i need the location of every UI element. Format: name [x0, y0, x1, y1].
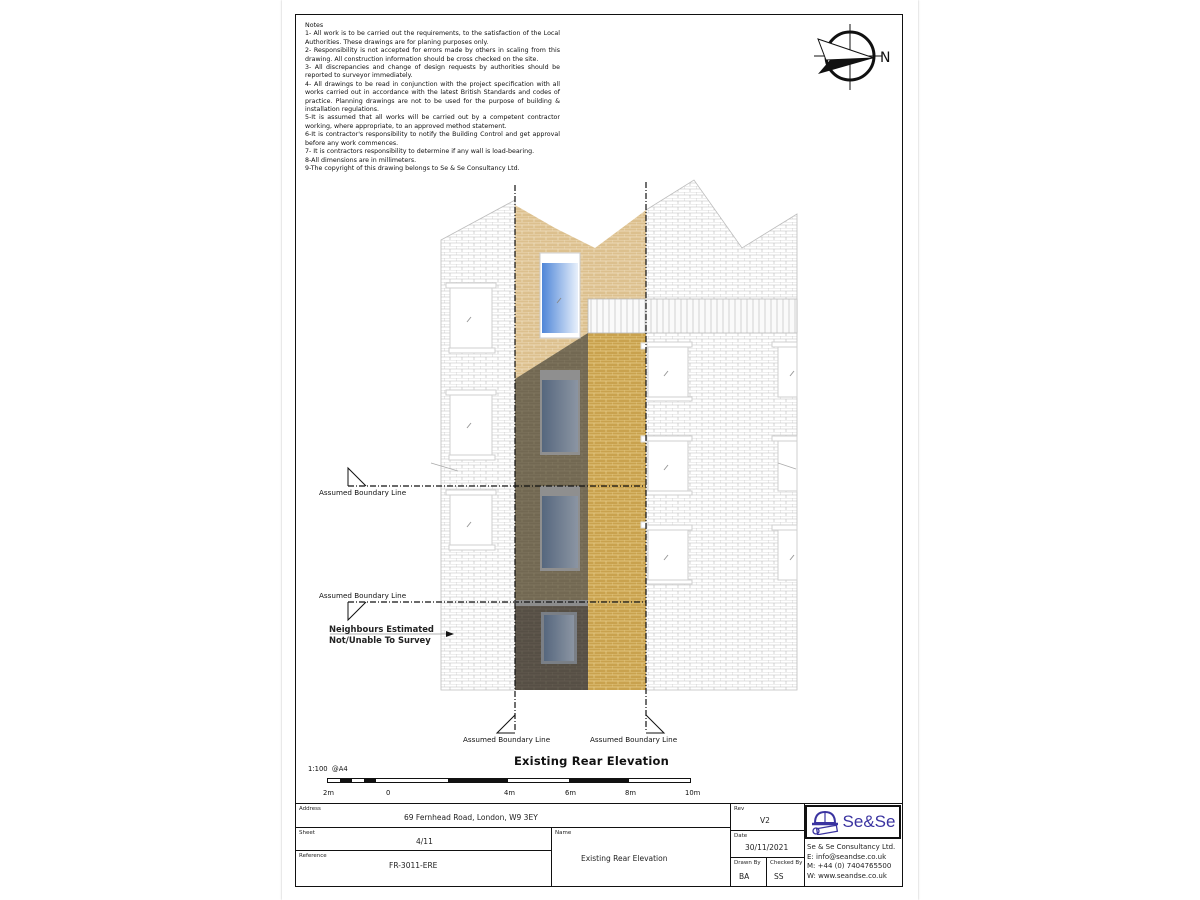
note-item: 2- Responsibility is not accepted for errors made by others in scaling from this drawing. All construction information should be cross checked on the site. [305, 47, 560, 63]
checked-by-caption: Checked By [770, 860, 803, 866]
note-item: 5-It is assumed that all works will be carried out by a competent contractor working, where appropriate, to an approved method statement. [305, 114, 560, 130]
company-contact [807, 843, 895, 881]
date-value: 30/11/2021 [745, 843, 789, 852]
rev-cell [730, 803, 805, 831]
note-item: 4- All drawings to be read in conjunction with the project specification with all works carried out in accordance with the latest British Standards and codes of practice. Planning drawings are not to be used for the purpose of building & installation regulations. [305, 80, 560, 114]
drawing-name-value: Existing Rear Elevation [581, 854, 668, 863]
rev-caption: Rev [734, 806, 745, 812]
drawn-by-cell [730, 857, 767, 887]
note-item: 9-The copyright of this drawing belongs to Se & Se Consultancy Ltd. [305, 164, 520, 172]
reference-caption: Reference [299, 853, 327, 859]
note-item: 8-All dimensions are in millimeters. [305, 156, 417, 164]
sheet-caption: Sheet [299, 830, 315, 836]
drawn-by-value: BA [739, 872, 750, 881]
scale-tick: 10m [685, 789, 701, 797]
scale-paper-value: @A4 [331, 765, 348, 773]
reference-value: FR-3011-ERE [389, 861, 438, 870]
scale-bar [327, 778, 691, 783]
company-email: E: info@seandse.co.uk [807, 852, 887, 861]
note-item: 3- All discrepancies and change of design requests by authorities should be reported to surveyor immediately. [305, 64, 560, 80]
boundary-label-bottom-right: Assumed Boundary Line [590, 735, 678, 744]
scale-ratio-value: 1:100 [308, 765, 328, 773]
company-logo [805, 805, 901, 839]
scale-tick: 4m [504, 789, 515, 797]
sheet-value: 4/11 [416, 837, 433, 846]
address-caption: Address [299, 806, 321, 812]
date-caption: Date [734, 833, 748, 839]
checked-by-value: SS [774, 872, 784, 881]
scale-tick: 0 [386, 789, 391, 797]
logo-text: Se&Se [842, 812, 896, 831]
svg-text:N: N [880, 50, 891, 66]
neighbours-note-line1: Neighbours Estimated [329, 624, 434, 634]
boundary-label-upper-left: Assumed Boundary Line [319, 488, 407, 497]
scale-ratio [308, 765, 348, 773]
scale-tick: 2m [323, 789, 334, 797]
boundary-label-bottom-left: Assumed Boundary Line [463, 735, 551, 744]
note-item: 1- All work is to be carried out the requirements, to the satisfaction of the Local Authorities. These drawings are for planing purposes only. [305, 30, 560, 46]
left-neighbour-building [441, 200, 515, 690]
date-cell [730, 830, 805, 858]
reference-cell [295, 850, 552, 887]
address-value: 69 Fernhead Road, London, W9 3EY [404, 813, 538, 822]
checked-by-cell [766, 857, 805, 887]
name-caption: Name [555, 830, 572, 836]
subject-property [515, 205, 647, 690]
scale-tick: 6m [565, 789, 576, 797]
note-item: 6-It is contractor's responsibility to notify the Building Control and get approval before any work commences. [305, 131, 560, 147]
hard-hat-blueprint-icon [811, 809, 841, 835]
neighbours-note-line2: Not/Unable To Survey [329, 635, 431, 645]
company-web: W: www.seandse.co.uk [807, 871, 887, 880]
right-neighbour-building [646, 180, 797, 690]
company-name: Se & Se Consultancy Ltd. [807, 843, 896, 851]
company-phone: M: +44 (0) 7404765500 [807, 862, 892, 871]
rev-value: V2 [760, 816, 770, 825]
sheet-cell [295, 827, 552, 851]
note-item: 7- It is contractors responsibility to determine if any wall is load-bearing. [305, 148, 535, 156]
address-cell [295, 803, 731, 828]
scale-tick: 8m [625, 789, 636, 797]
notes-heading: Notes [305, 22, 324, 29]
drawing-title: Existing Rear Elevation [514, 754, 669, 768]
boundary-label-lower-left: Assumed Boundary Line [319, 591, 407, 600]
drawing-name-cell [551, 827, 731, 887]
drawn-by-caption: Drawn By [734, 860, 761, 866]
